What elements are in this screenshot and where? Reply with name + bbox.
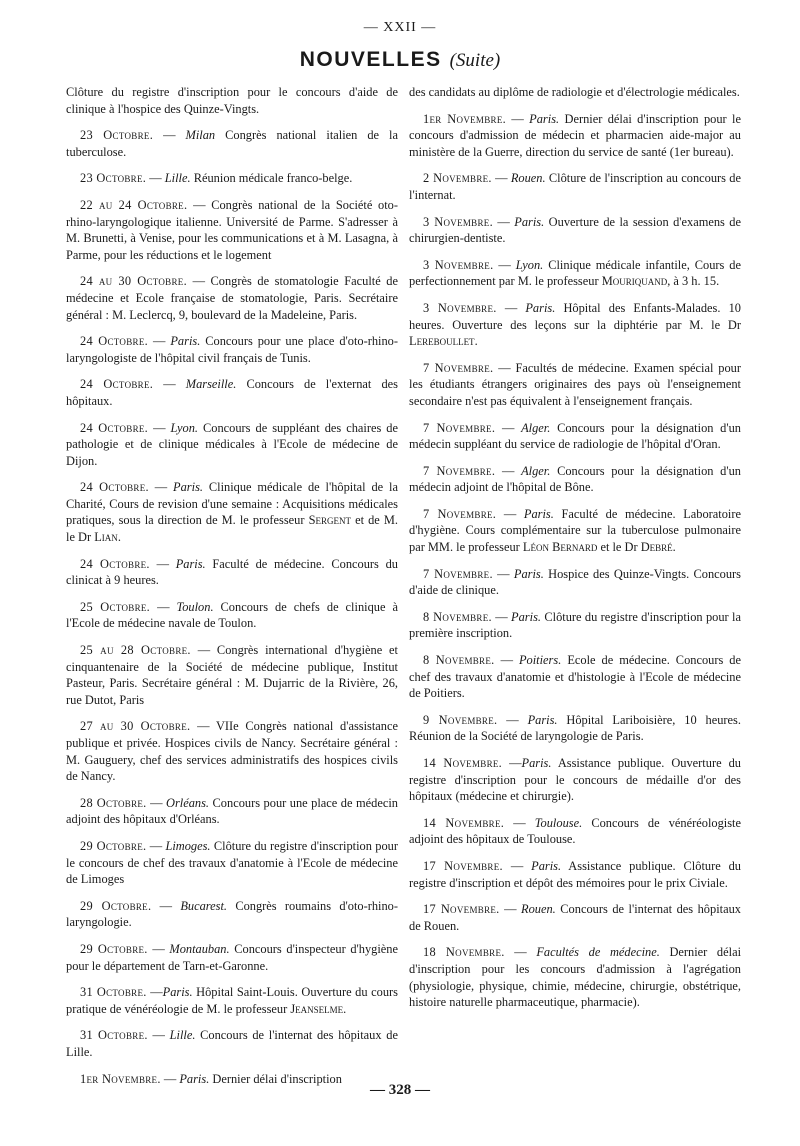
news-entry: 3 Novembre. — Paris. Hôpital des Enfants-Malades. 10 heures. Ouverture des leçons sur la diphtérie par M. le Dr Lereboullet. — [409, 300, 741, 349]
entry-place: Lille. — [169, 1028, 196, 1043]
news-entry: 24 Octobre. — Lyon. Concours de suppléant des chaires de pathologie et de clinique médicales à l'Ecole de médecine de Dijon. — [66, 420, 398, 468]
entry-date: 7 Novembre. — [423, 506, 497, 521]
entry-date: 2 Novembre. — [423, 171, 492, 186]
news-entry: 25 Octobre. — Toulon. Concours de chefs de clinique à l'Ecole de médecine navale de Toulon. — [66, 599, 398, 631]
entry-place: Marseille. — [185, 377, 237, 392]
entry-place: Toulouse. — [534, 815, 583, 830]
entry-place: Paris. — [521, 756, 552, 770]
entry-text: Clinique médicale infantile, Cours de perfectionnement par M. le professeur — [409, 257, 741, 289]
entry-place: Paris. — [529, 111, 560, 126]
entry-text: Concours de chefs de clinique à l'Ecole de médecine navale de Toulon. — [66, 599, 398, 631]
news-entry — [409, 360, 741, 410]
entry-date: 3 Novembre. — [423, 257, 494, 272]
section-title-main: NOUVELLES — [299, 48, 442, 71]
entry-date: 1er Novembre. — [423, 111, 507, 126]
news-entry: 24 Octobre. — Marseille. Concours de l'externat des hôpitaux. — [66, 377, 398, 408]
entry-text: — Congrès international d'hygiène et cinquantenaire de la Société de médecine publique, Institut Pasteur, Paris. Secrétaire général : M. Dujarric de la Rivière, 26, rue Dutot, Paris — [66, 643, 398, 707]
entry-date: 7 Novembre. — [423, 420, 496, 435]
entry-date: 7 Novembre. — [423, 566, 493, 581]
entry-place: Paris. — [175, 556, 206, 571]
entry-date: 17 Novembre. — [423, 858, 503, 873]
entry-date: 23 Octobre. — [80, 128, 154, 143]
entry-place: Paris. — [173, 480, 203, 495]
entry-date: 29 Octobre. — [80, 898, 152, 913]
entry-text: — Congrès de stomatologie Faculté de médecine et Ecole française de stomatologie, Paris. Secrétaire général : M. Leclercq, 9, boulevard de la Madeleine, Paris. — [66, 274, 398, 322]
news-entry: 8 Novembre. — Poitiers. Ecole de médecine. Concours de chef des travaux d'anatomie et d'histologie à l'Ecole de médecine de Poitiers. — [409, 653, 741, 701]
entry-text: et le Dr — [600, 540, 638, 555]
entry-text: . — [672, 540, 676, 555]
entry-place: Paris. — [162, 985, 193, 1000]
entry-text: , à 3 h. 15. — [667, 274, 720, 289]
person-name: Léon Bernard — [522, 540, 598, 555]
news-entry: 8 Novembre. — Paris. Clôture du registre d'inscription pour la première inscription. — [409, 609, 741, 641]
entry-date: 28 Octobre. — [80, 795, 147, 810]
entry-date: 14 Novembre. — [423, 756, 503, 770]
entry-text: Hôpital Lariboisière, 10 heures. Réunion de la Société de laryngologie de Paris. — [409, 712, 741, 744]
entry-text: Concours pour une place de médecin adjoint des hôpitaux d'Orléans. — [66, 795, 398, 827]
entry-text: Congrès roumains d'oto-rhino-laryngologie. — [66, 898, 398, 930]
entry-place: Facultés de médecine. — [536, 945, 660, 960]
entry-text: . — [117, 530, 121, 545]
entry-text: Hôpital Saint-Louis. Ouverture du cours pratique de vénéréologie de M. le professeur — [66, 985, 398, 1016]
news-entry: 29 Octobre. — Montauban. Concours d'inspecteur d'hygiène pour le département de Tarn-et-Garonne. — [66, 941, 398, 973]
news-entry: 7 Novembre. — Paris. Hospice des Quinze-Vingts. Concours d'aide de clinique. — [409, 566, 741, 598]
entry-text: Dernier délai d'inscription pour les concours d'admission à l'agrégation (physiologie, physique, chimie, médecine, chirurgie, obstétrique, histoire naturelle pharmaceutique, pharmacie). — [409, 945, 742, 1010]
entry-date: 3 Novembre. — [423, 214, 493, 229]
news-entry: 23 Octobre. — Lille. Réunion médicale franco-belge. — [80, 171, 353, 186]
entry-text: — VIIe Congrès national d'assistance publique et privée. Hospices civils de Nancy. Secrétaire général : M. Gauguery, chef des services administratifs des hospices civils de Nancy. — [66, 719, 398, 784]
entry-text: Clôture du registre d'inscription pour la première inscription. — [409, 609, 741, 641]
person-name: Lian — [94, 530, 118, 545]
section-title — [0, 48, 800, 72]
person-name: Jeanselme — [290, 1001, 344, 1016]
entry-date: 22 au 24 Octobre. — [80, 197, 188, 212]
news-entry: 29 Octobre. — Limoges. Clôture du registre d'inscription pour le concours de chef des travaux d'anatomie à l'Ecole de médecine de Limoges — [66, 838, 398, 887]
entry-place: Orléans. — [166, 795, 210, 810]
news-entry: 28 Octobre. — Orléans. Concours pour une place de médecin adjoint des hôpitaux d'Orléans. — [66, 795, 398, 827]
entry-text: des candidats au diplôme de radiologie et d'électrologie médicales. — [409, 85, 740, 99]
entry-text: Concours de l'externat des hôpitaux. — [66, 377, 398, 408]
entry-date: 3 Novembre. — [423, 300, 497, 315]
entry-place: Lyon. — [515, 257, 544, 272]
news-entry: 31 Octobre. — Lille. Concours de l'internat des hôpitaux de Lille. — [66, 1028, 398, 1059]
news-entry — [66, 197, 398, 263]
entry-date: 24 Octobre. — [80, 420, 149, 435]
entry-text: Concours de l'internat des hôpitaux de Lille. — [66, 1028, 398, 1059]
entry-text: Ecole de médecine. Concours de chef des travaux d'anatomie et d'histologie à l'Ecole de médecine de Poitiers. — [409, 653, 741, 701]
entry-place: Paris. — [514, 214, 545, 229]
news-entry: 1er Novembre. — Paris. Dernier délai d'inscription — [80, 1071, 342, 1086]
entry-place: Milan — [185, 128, 216, 143]
entry-place: Paris. — [179, 1071, 210, 1086]
entry-text: Faculté de médecine. Laboratoire d'hygiène. Cours complémentaire sur la tuberculose pulmonaire par MM. le professeur — [409, 506, 741, 555]
news-entry: 24 Octobre. — Paris. Faculté de médecine. Concours du clinicat à 9 heures. — [66, 556, 398, 588]
news-entry: 14 Novembre. —Paris. Assistance publique. Ouverture du registre d'inscription pour le concours de médaille d'or des hôpitaux (médecine et chirurgie). — [409, 756, 741, 804]
news-entry: 14 Novembre. — Toulouse. Concours de vénéréologiste adjoint des hôpitaux de Toulouse. — [409, 815, 741, 847]
entry-text: Clinique médicale de l'hôpital de la Charité, Cours de revision d'une semaine : Acquisitions médicales pratiques, sous la direction de M. le professeur — [66, 480, 398, 528]
person-name: Debré — [640, 540, 673, 555]
right-column — [409, 84, 741, 1021]
entry-date: 8 Novembre. — [423, 653, 495, 668]
entry-text: Clôture du registre d'inscription pour le concours de chef des travaux d'anatomie à l'Ecole de médecine de Limoges — [66, 838, 398, 887]
news-entry: 2 Novembre. — Rouen. Clôture de l'inscription au concours de l'internat. — [409, 171, 741, 202]
entry-place: Paris. — [525, 300, 556, 315]
entry-date: 1er Novembre. — [80, 1071, 161, 1086]
entry-text: Concours pour une place d'oto-rhino-laryngologiste de l'hôpital civil français de Tunis. — [66, 334, 399, 365]
news-entry: 29 Octobre. — Bucarest. Congrès roumains d'oto-rhino-laryngologie. — [66, 898, 398, 930]
news-entry: 7 Novembre. — Alger. Concours pour la désignation d'un médecin suppléant du service de radiologie de l'hôpital d'Oran. — [409, 420, 741, 452]
entry-place: Bucarest. — [180, 898, 228, 913]
entry-place: Paris. — [511, 609, 541, 624]
entry-date: 7 Novembre. — [423, 463, 496, 478]
entry-date: 17 Novembre. — [423, 902, 500, 917]
entry-date: 24 au 30 Octobre. — [80, 274, 187, 289]
news-entry — [66, 642, 398, 708]
entry-place: Paris. — [527, 712, 558, 727]
entry-text: Réunion médicale franco-belge. — [193, 171, 353, 186]
entry-place: Paris. — [523, 506, 554, 521]
news-entry: 7 Novembre. — Paris. Faculté de médecine. Laboratoire d'hygiène. Cours complémentaire sur la tuberculose pulmonaire par MM. le professeur Léon Bernard et le Dr Debré. — [409, 506, 741, 555]
entry-text: . — [474, 334, 478, 349]
entry-date: 7 Novembre. — [423, 360, 494, 375]
entry-date: 31 Octobre. — [80, 985, 147, 1000]
news-entry: 7 Novembre. — Alger. Concours pour la désignation d'un médecin adjoint de l'hôpital de Bône. — [409, 463, 741, 495]
entry-text: Congrès national italien de la tuberculose. — [66, 128, 398, 159]
entry-place: Rouen. — [510, 171, 546, 186]
entry-place: Montauban. — [169, 941, 230, 956]
entry-text: Dernier délai d'inscription pour le concours d'admission de médecin et pharmacien aide-major au ministère de la Guerre, direction du service de santé (1er bureau). — [409, 111, 741, 159]
entry-date: 14 Novembre. — [423, 815, 505, 830]
entry-text: Concours pour la désignation d'un médecin adjoint de l'hôpital de Bône. — [409, 463, 741, 495]
entry-text: Concours de suppléant des chaires de pathologie et de clinique médicales à l'Ecole de médecine de Dijon. — [66, 420, 398, 468]
entry-text: et de M. le Dr — [66, 513, 398, 545]
news-entry: 24 Octobre. — Paris. Concours pour une place d'oto-rhino-laryngologiste de l'hôpital civil français de Tunis. — [66, 334, 399, 365]
news-entry — [409, 84, 741, 101]
entry-place: Limoges. — [165, 838, 211, 853]
entry-date: 31 Octobre. — [80, 1028, 148, 1043]
entry-date: 25 Octobre. — [80, 599, 151, 614]
running-head: — XXII — — [363, 20, 437, 35]
entry-date: 18 Novembre. — [423, 945, 505, 960]
entry-place: Lyon. — [170, 420, 198, 435]
entry-date: 29 Octobre. — [80, 838, 147, 853]
entry-text: Clôture du registre d'inscription pour le concours d'aide de clinique à l'hospice des Quinze-Vingts. — [66, 85, 398, 116]
news-entry: 17 Novembre. — Rouen. Concours de l'internat des hôpitaux de Rouen. — [409, 902, 741, 933]
left-column — [66, 84, 398, 1097]
person-name: Mouriquand — [601, 274, 668, 289]
news-entry: 9 Novembre. — Paris. Hôpital Lariboisière, 10 heures. Réunion de la Société de laryngologie de Paris. — [409, 712, 741, 744]
entry-text: — Congrès national de la Société oto-rhino-laryngologique italienne. Université de Parme. S'adresser à M. Brunetti, à Venise, pour les communications et à M. Lasagna, à Parme, pour les réductions et le logement — [66, 197, 399, 262]
entry-text: Concours d'inspecteur d'hygiène pour le département de Tarn-et-Garonne. — [66, 941, 398, 973]
entry-text: Concours pour la désignation d'un médecin suppléant du service de radiologie de l'hôpital d'Oran. — [409, 420, 741, 452]
entry-date: 29 Octobre. — [80, 941, 148, 956]
news-entry: 24 Octobre. — Paris. Clinique médicale de l'hôpital de la Charité, Cours de revision d'une semaine : Acquisitions médicales pratiques, sous la direction de M. le professeur Sergent et de M. le Dr Lian. — [66, 480, 398, 545]
news-entry — [66, 84, 398, 117]
person-name: Sergent — [308, 513, 351, 528]
entry-text: . — [343, 1001, 347, 1016]
entry-text: Ouverture de la session d'examens de chirurgien-dentiste. — [409, 214, 741, 246]
entry-text: Concours de vénéréologiste adjoint des hôpitaux de Toulouse. — [409, 815, 741, 847]
entry-date: 27 au 30 Octobre. — [80, 719, 191, 734]
entry-date: 8 Novembre. — [423, 609, 492, 624]
news-entry — [66, 718, 398, 784]
entry-date: 23 Octobre. — [80, 171, 147, 186]
news-entry: 23 Octobre. — Milan Congrès national italien de la tuberculose. — [66, 128, 398, 159]
entry-date: 24 Octobre. — [80, 377, 154, 392]
news-entry: 17 Novembre. — Paris. Assistance publique. Clôture du registre d'inscription et dépôt des mémoires pour le prix Civiale. — [409, 858, 741, 890]
entry-text: Hospice des Quinze-Vingts. Concours d'aide de clinique. — [409, 566, 741, 598]
entry-date: 24 Octobre. — [80, 334, 149, 349]
entry-place: Rouen. — [521, 902, 556, 917]
entry-date: 9 Novembre. — [423, 712, 498, 727]
person-name: Lereboullet — [409, 334, 475, 349]
entry-place: Poitiers. — [518, 653, 562, 668]
entry-date: 25 au 28 Octobre. — [80, 643, 191, 658]
entry-place: Alger. — [521, 463, 551, 478]
entry-text: Dernier délai d'inscription — [212, 1071, 342, 1086]
entry-text: Assistance publique. Clôture du registre d'inscription et dépôt des mémoires pour le prix Civiale. — [409, 858, 741, 890]
news-entry: 3 Novembre. — Lyon. Clinique médicale infantile, Cours de perfectionnement par M. le professeur Mouriquand, à 3 h. 15. — [409, 257, 741, 289]
entry-place: Lille. — [164, 171, 191, 186]
news-entry: 31 Octobre. —Paris. Hôpital Saint-Louis. Ouverture du cours pratique de vénéréologie de M. le professeur Jeanselme. — [66, 985, 398, 1016]
entry-place: Alger. — [521, 420, 551, 435]
entry-text: Concours de l'internat des hôpitaux de Rouen. — [409, 902, 741, 933]
entry-text: Assistance publique. Ouverture du registre d'inscription pour le concours de médaille d'or des hôpitaux (médecine et chirurgie). — [409, 756, 741, 804]
section-title-suffix: (Suite) — [449, 50, 501, 71]
news-entry: 18 Novembre. — Facultés de médecine. Dernier délai d'inscription pour les concours d'admission à l'agrégation (physiologie, physique, chimie, médecine, chirurgie, obstétrique, histoire naturelle pharmaceutique, pharmacie). — [409, 945, 742, 1010]
entry-date: 24 Octobre. — [80, 480, 149, 495]
entry-place: Toulon. — [176, 599, 214, 614]
entry-place: Paris. — [531, 858, 562, 873]
page-number: — 328 — — [370, 1082, 430, 1098]
entry-place: Paris. — [170, 334, 201, 349]
news-entry: 3 Novembre. — Paris. Ouverture de la session d'examens de chirurgien-dentiste. — [409, 214, 741, 246]
news-entry — [66, 273, 398, 323]
entry-date: 24 Octobre. — [80, 556, 150, 571]
news-entry: 1er Novembre. — Paris. Dernier délai d'inscription pour le concours d'admission de médecin et pharmacien aide-major au ministère de la Guerre, direction du service de santé (1er bureau). — [409, 111, 741, 159]
entry-place: Paris. — [513, 566, 544, 581]
entry-text: Faculté de médecine. Concours du clinicat à 9 heures. — [66, 556, 398, 588]
entry-text: Clôture de l'inscription au concours de l'internat. — [409, 171, 741, 202]
entry-text: Hôpital des Enfants-Malades. 10 heures. Ouverture des leçons sur la diphtérie par M. le Dr — [409, 300, 741, 332]
entry-text: — Facultés de médecine. Examen spécial pour les étudiants étrangers originaires des pays où l'enseignement secondaire n'est pas équivalent à l'enseignement français. — [409, 360, 741, 408]
